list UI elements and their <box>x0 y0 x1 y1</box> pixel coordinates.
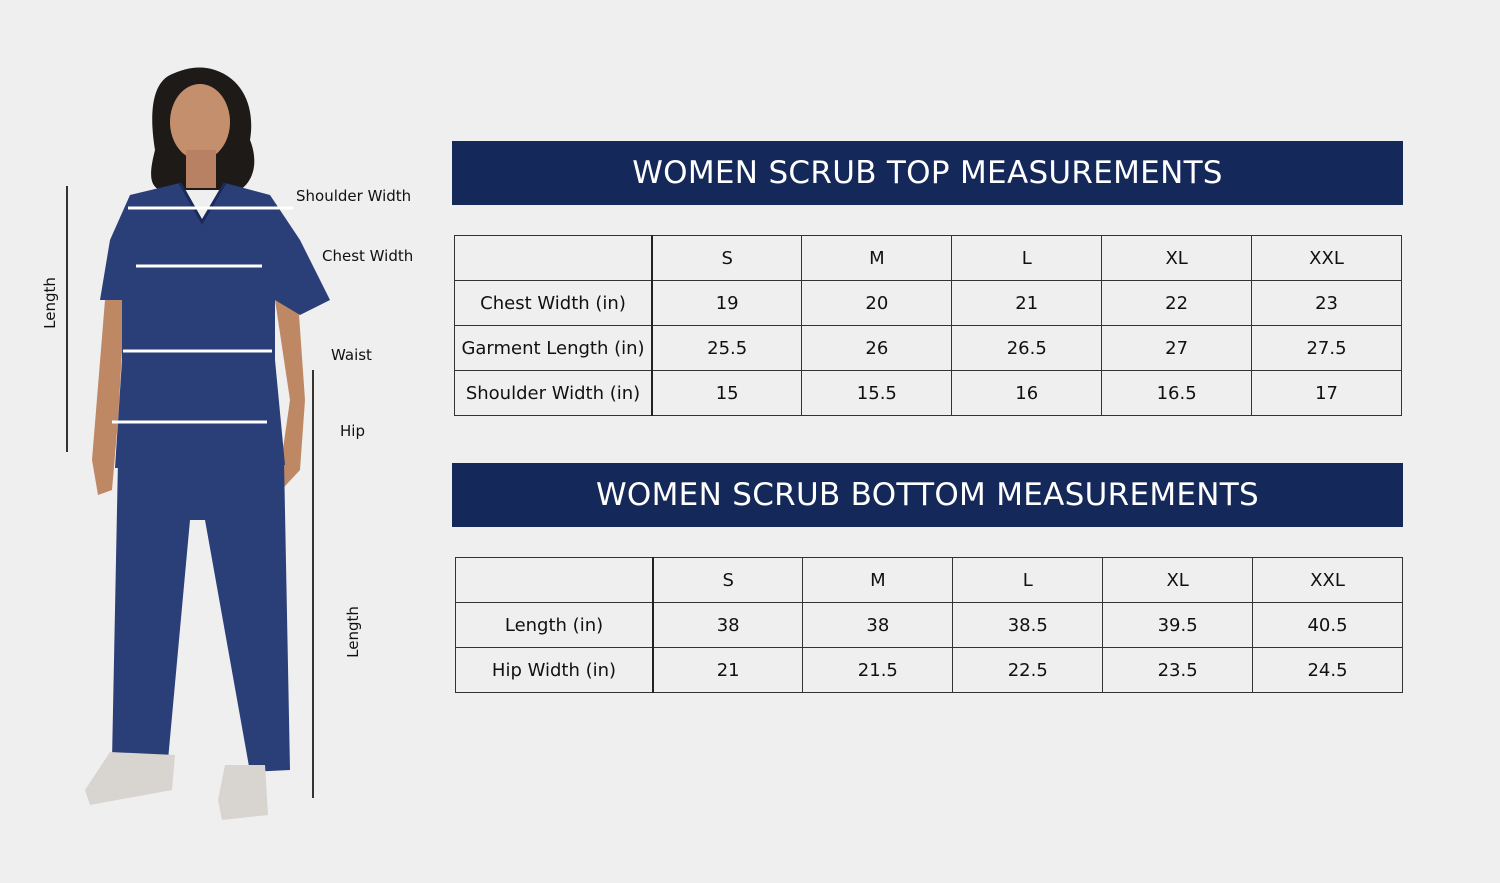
bottom-measurements-table <box>455 557 1403 693</box>
model-figure <box>0 0 440 883</box>
table-row <box>455 326 1402 371</box>
row-label: Garment Length (in) <box>455 326 653 371</box>
table-row <box>456 603 1403 648</box>
hip-label: Hip <box>340 422 365 440</box>
bottom-measurements-title: WOMEN SCRUB BOTTOM MEASUREMENTS <box>452 463 1403 527</box>
table-cell: 16 <box>952 371 1102 416</box>
table-cell: 27 <box>1102 326 1252 371</box>
chest-width-label: Chest Width <box>322 247 414 265</box>
waist-label: Waist <box>331 346 372 364</box>
table-cell: 22.5 <box>953 648 1103 693</box>
table-row <box>456 648 1403 693</box>
table-header-row <box>456 558 1403 603</box>
top-length-label: Length <box>40 277 59 329</box>
size-header: M <box>803 558 953 603</box>
size-header: XXL <box>1253 558 1403 603</box>
table-cell: 40.5 <box>1253 603 1403 648</box>
table-cell: 15.5 <box>802 371 952 416</box>
table-cell: 38 <box>803 603 953 648</box>
table-cell: 19 <box>652 281 802 326</box>
table-cell: 17 <box>1252 371 1402 416</box>
table-cell: 22 <box>1102 281 1252 326</box>
size-header: S <box>652 236 802 281</box>
top-measurements-title: WOMEN SCRUB TOP MEASUREMENTS <box>452 141 1403 205</box>
table-row <box>455 371 1402 416</box>
table-row <box>455 281 1402 326</box>
size-header: XL <box>1102 236 1252 281</box>
corner-cell <box>456 558 654 603</box>
size-header: L <box>953 558 1103 603</box>
table-cell: 21.5 <box>803 648 953 693</box>
table-cell: 21 <box>653 648 803 693</box>
table-cell: 27.5 <box>1252 326 1402 371</box>
table-cell: 38.5 <box>953 603 1103 648</box>
bottom-length-label: Length <box>343 606 362 658</box>
table-cell: 16.5 <box>1102 371 1252 416</box>
row-label: Chest Width (in) <box>455 281 653 326</box>
table-cell: 20 <box>802 281 952 326</box>
table-cell: 39.5 <box>1103 603 1253 648</box>
shoulder-width-label: Shoulder Width <box>296 187 412 205</box>
size-header: L <box>952 236 1102 281</box>
size-header: S <box>653 558 803 603</box>
table-cell: 26 <box>802 326 952 371</box>
row-label: Shoulder Width (in) <box>455 371 653 416</box>
table-cell: 24.5 <box>1253 648 1403 693</box>
row-label: Length (in) <box>456 603 654 648</box>
table-cell: 26.5 <box>952 326 1102 371</box>
row-label: Hip Width (in) <box>456 648 654 693</box>
table-header-row <box>455 236 1402 281</box>
table-cell: 38 <box>653 603 803 648</box>
size-header: M <box>802 236 952 281</box>
scrub-model-illustration <box>0 0 440 883</box>
top-measurements-table <box>454 235 1402 416</box>
size-header: XXL <box>1252 236 1402 281</box>
table-cell: 23.5 <box>1103 648 1253 693</box>
table-cell: 23 <box>1252 281 1402 326</box>
table-cell: 21 <box>952 281 1102 326</box>
corner-cell <box>455 236 653 281</box>
table-cell: 25.5 <box>652 326 802 371</box>
size-header: XL <box>1103 558 1253 603</box>
table-cell: 15 <box>652 371 802 416</box>
